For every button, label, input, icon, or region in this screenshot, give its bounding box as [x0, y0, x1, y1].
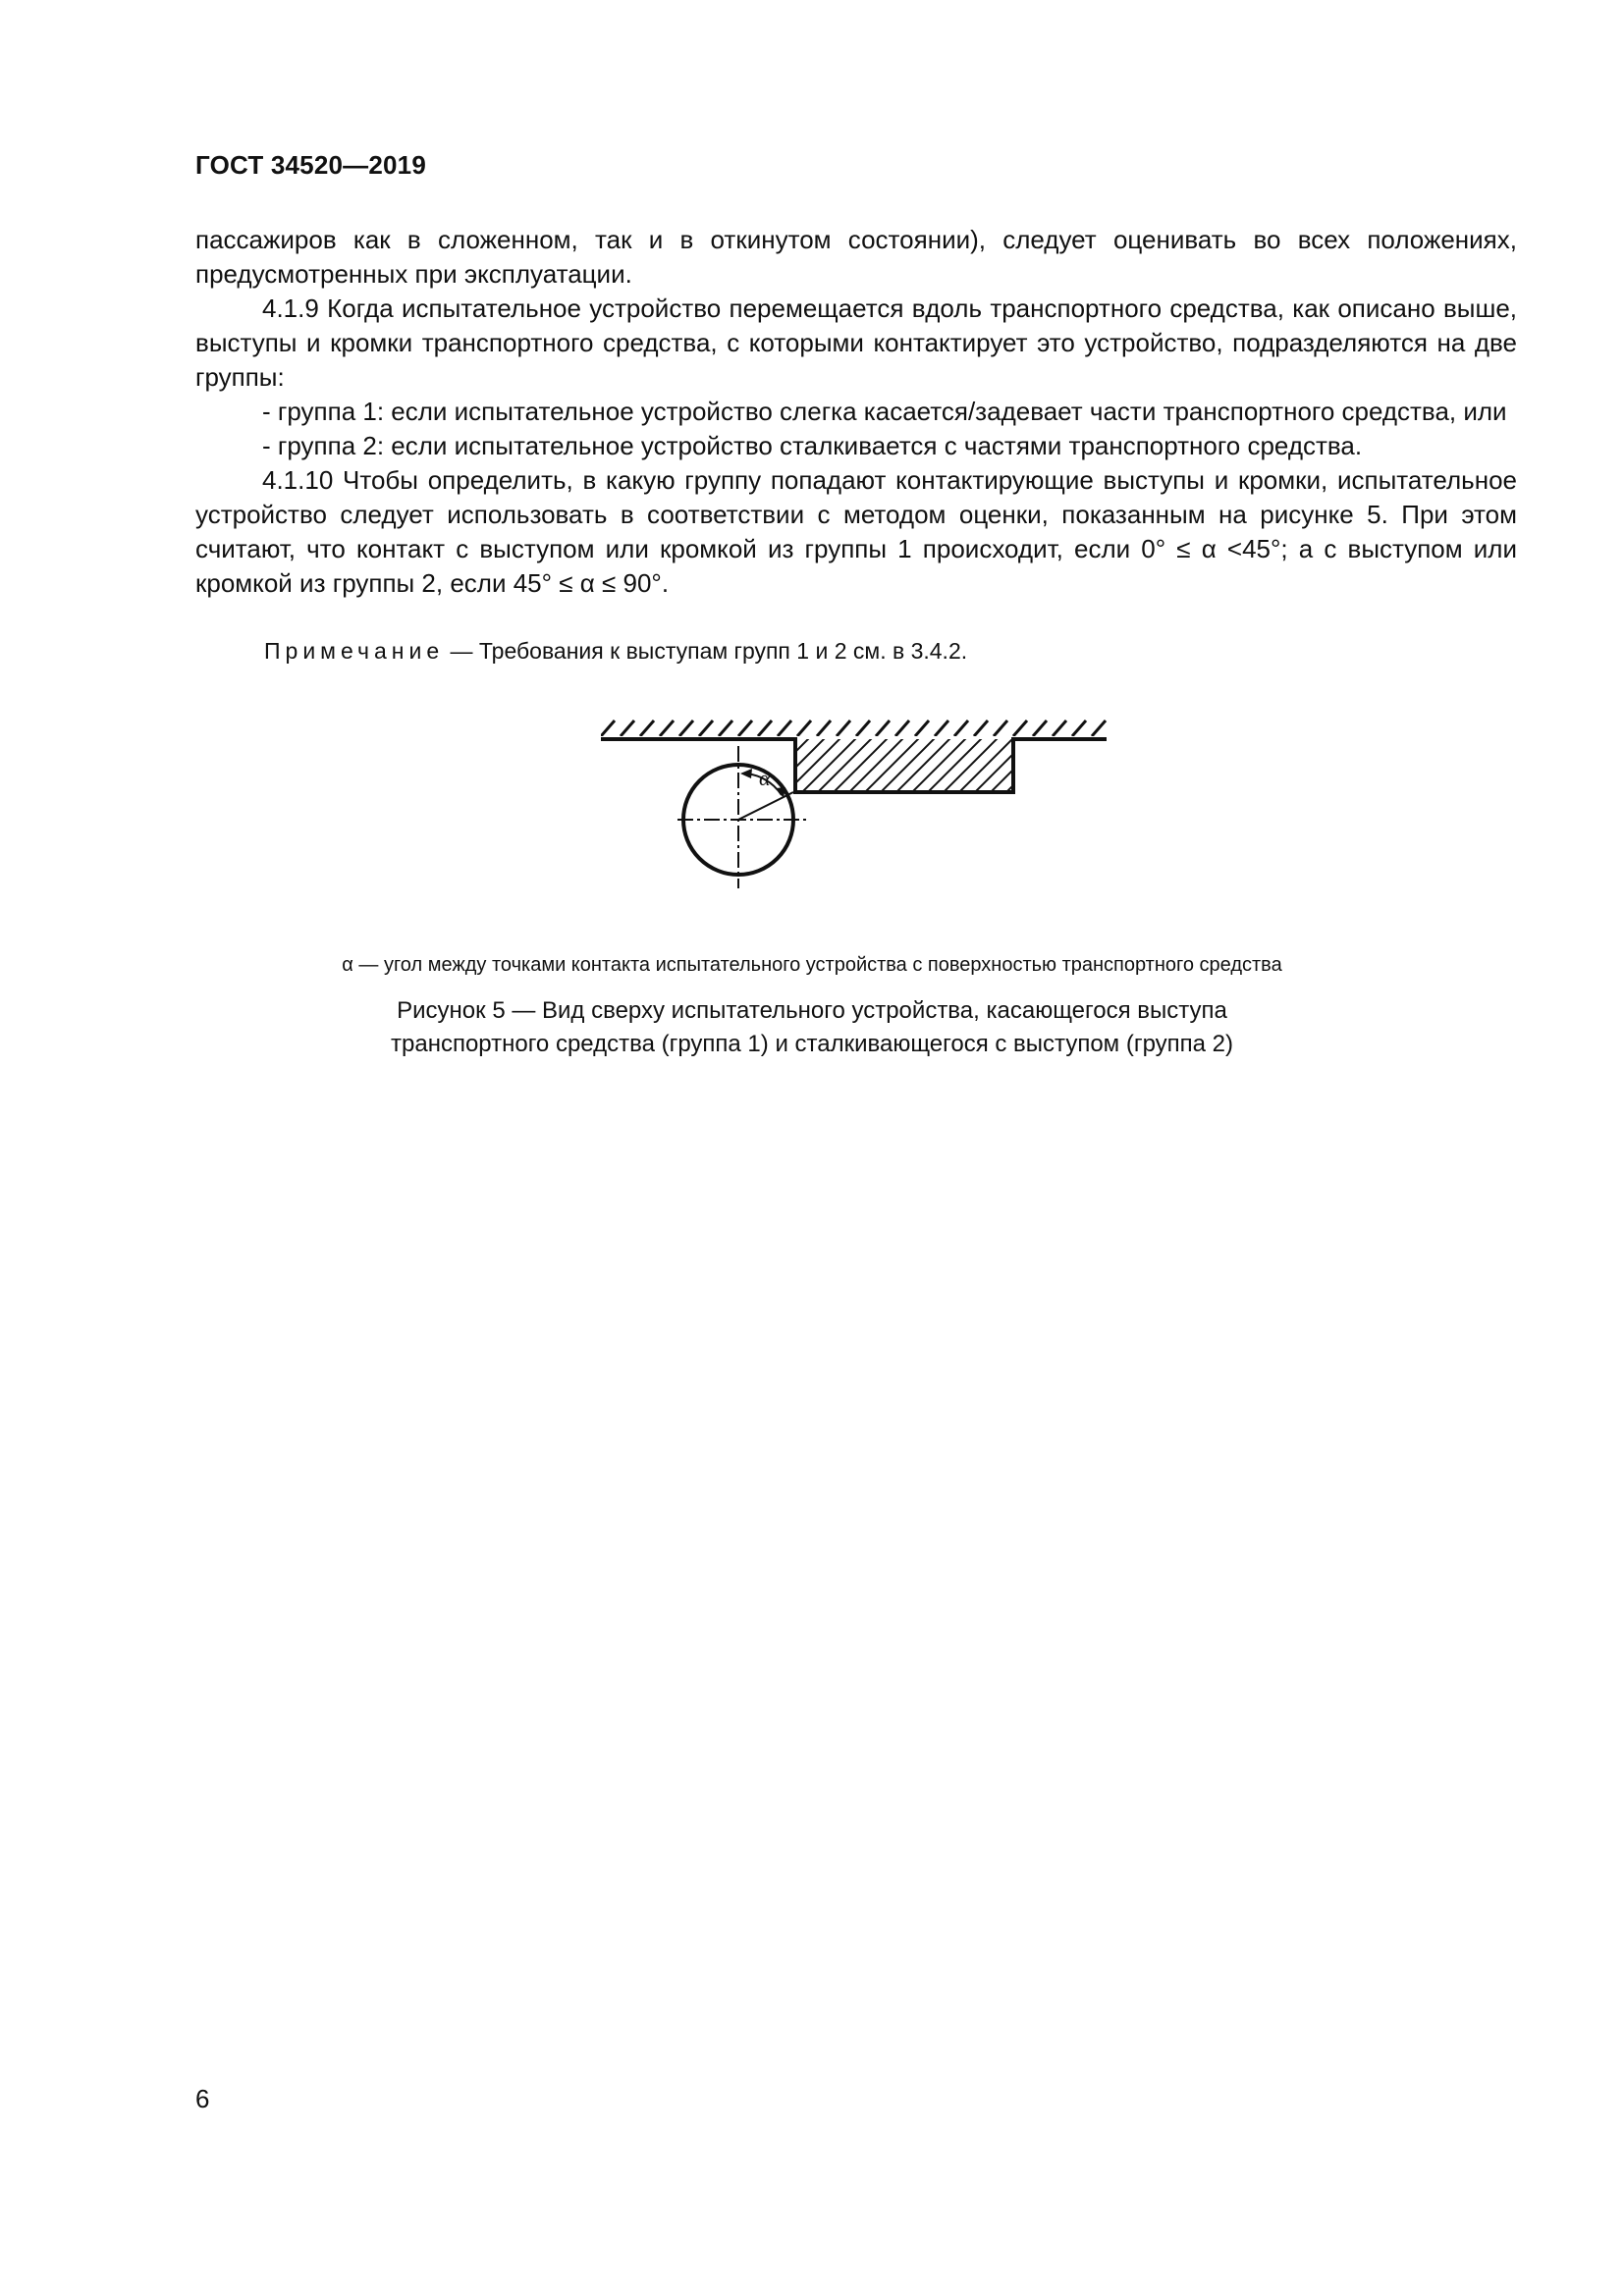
- figure-5-diagram: [589, 707, 1119, 928]
- note: [264, 636, 967, 666]
- figure-legend: α — угол между точками контакта испытательного устройства с поверхностью транспортного средства: [342, 954, 1282, 976]
- note-label: Примечание: [264, 638, 445, 664]
- body-text: [195, 223, 1517, 601]
- contact-radius: [738, 792, 793, 820]
- list-item-group-2: - группа 2: если испытательное устройство сталкивается с частями транспортного средства.: [262, 431, 1363, 460]
- paragraph-4-1-10: 4.1.10 Чтобы определить, в какую группу попадают контактирующие выступы и кромки, испытательное устройство следует использовать в соответствии с методом оценки, показанным на рисунке 5. При этом считают, что контакт с выступом или кромкой из группы 1 происходит, если 0° ≤ α <45°; а с выступом или кромкой из группы 2, если 45° ≤ α ≤ 90°.: [195, 465, 1517, 598]
- note-text: Требования к выступам групп 1 и 2 см. в 3.4.2.: [478, 638, 968, 664]
- figure-caption: [0, 994, 1624, 1061]
- paragraph-continuation: пассажиров как в сложенном, так и в откинутом состоянии), следует оценивать во всех положениях, предусмотренных при эксплуатации.: [195, 225, 1517, 289]
- figure-caption-line-2: транспортного средства (группа 1) и сталкивающегося с выступом (группа 2): [391, 1031, 1233, 1057]
- protrusion-hatch: [797, 739, 1011, 790]
- figure-caption-line-1: Рисунок 5 — Вид сверху испытательного устройства, касающегося выступа: [397, 997, 1227, 1024]
- list-item-group-1: - группа 1: если испытательное устройство слегка касается/задевает части транспортного средства, или: [262, 397, 1507, 426]
- page-number: 6: [195, 2084, 210, 2113]
- document-header: ГОСТ 34520—2019: [195, 150, 426, 180]
- angle-arrow-left: [740, 769, 752, 778]
- paragraph-4-1-9: 4.1.9 Когда испытательное устройство перемещается вдоль транспортного средства, как описано выше, выступы и кромки транспортного средства, с которыми контактирует это устройство, подразделяются на две группы:: [195, 294, 1517, 392]
- surface-hatching: [601, 721, 1106, 736]
- note-dash: —: [450, 638, 473, 664]
- angle-alpha-label: α: [759, 766, 771, 790]
